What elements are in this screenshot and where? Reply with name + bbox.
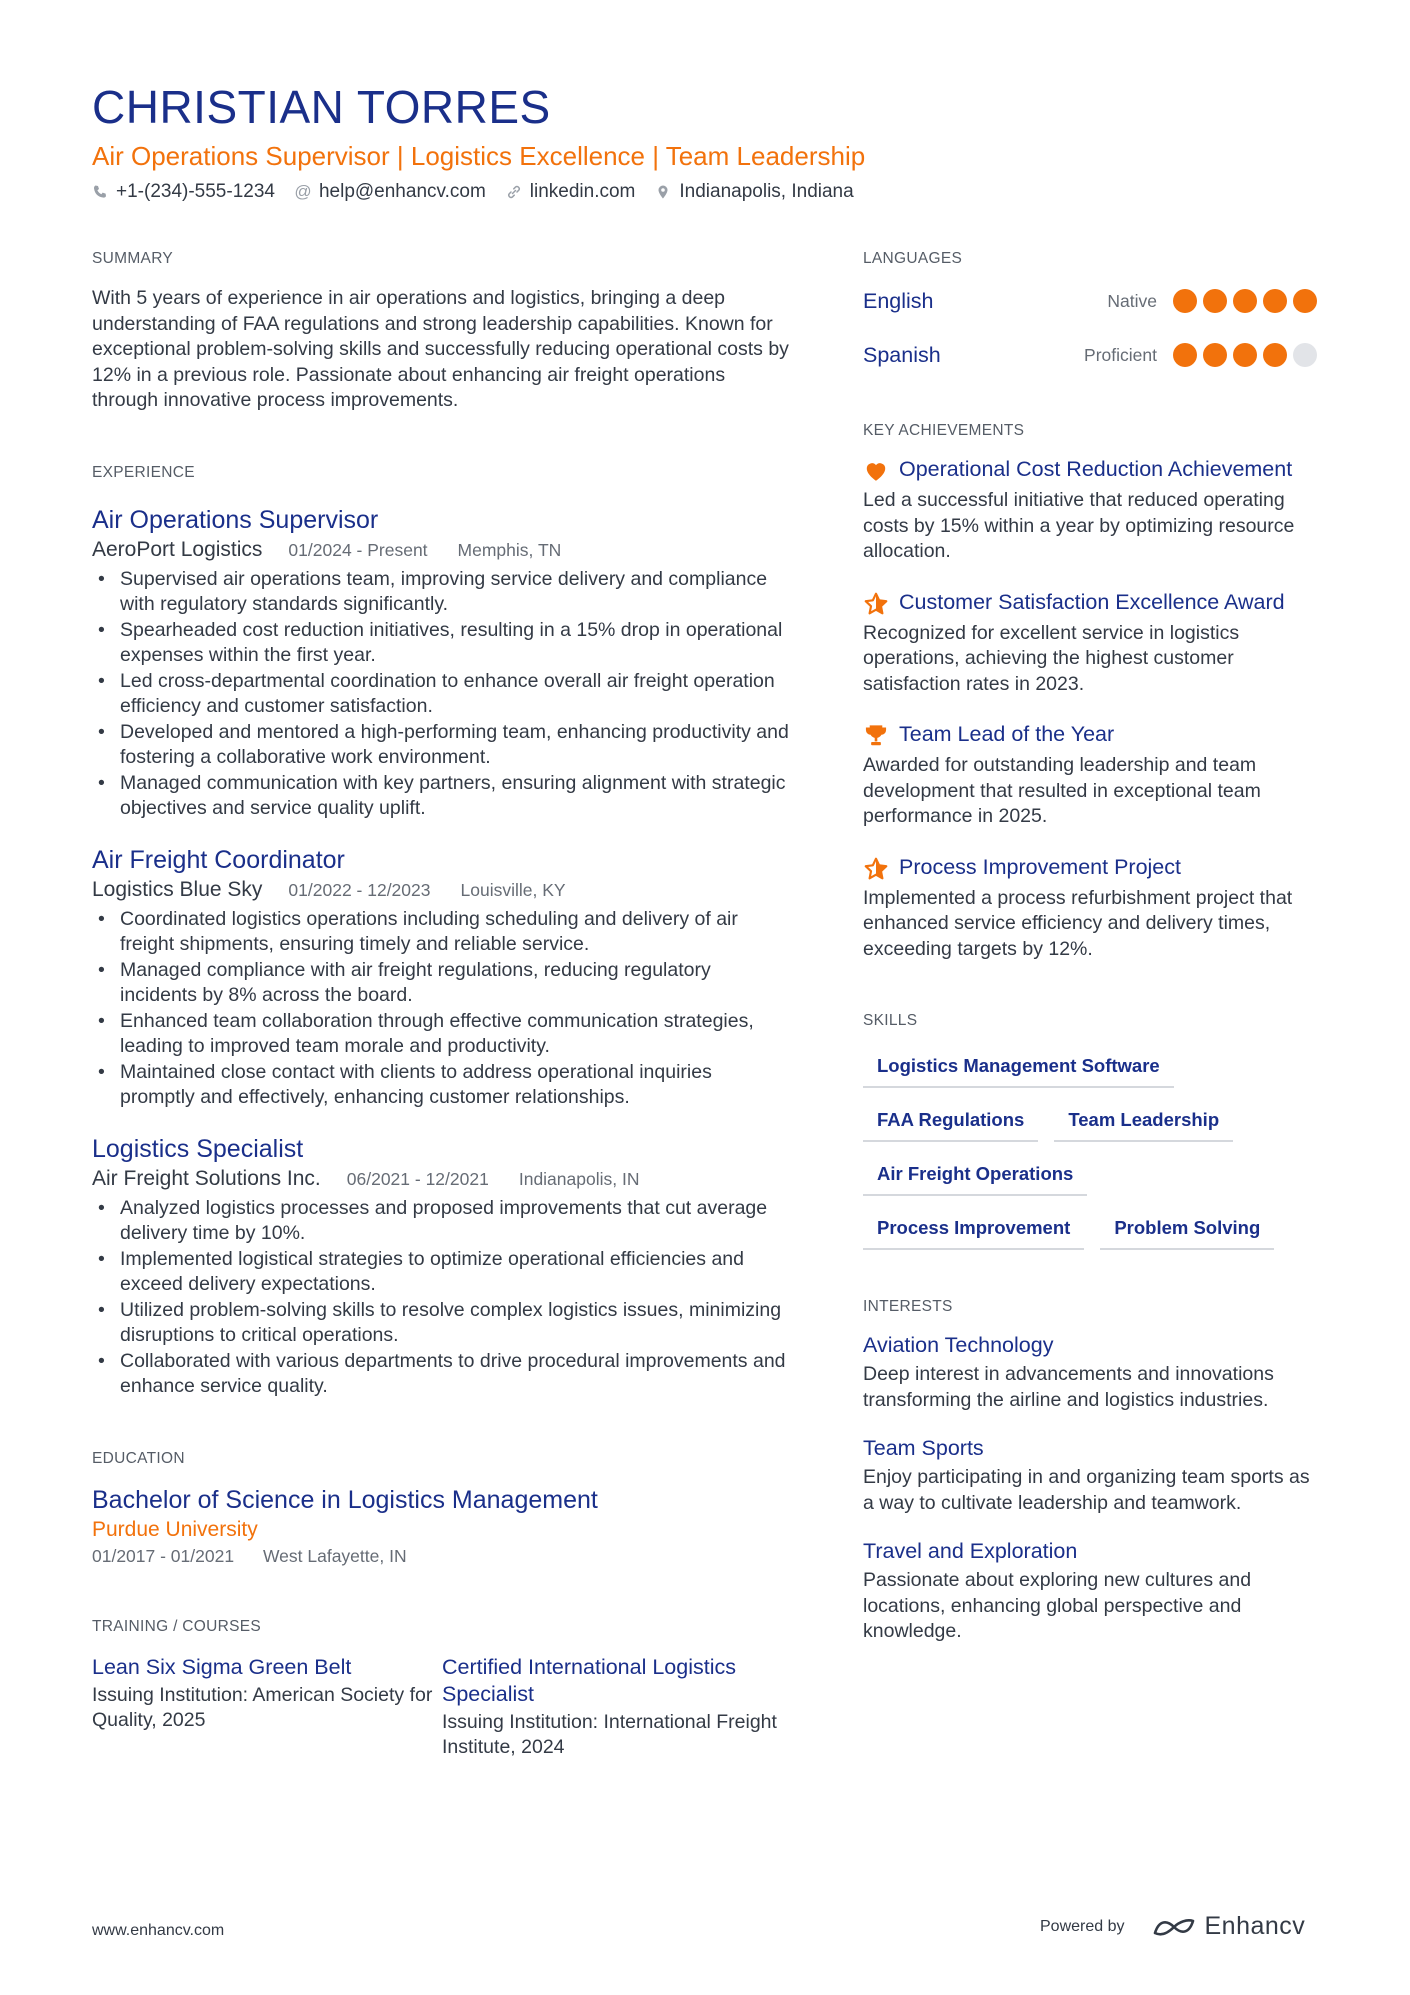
trophy-icon	[863, 723, 889, 749]
interest-item	[863, 1332, 1323, 1413]
job-dates: 01/2024 - Present	[288, 539, 428, 560]
achievement-desc: Led a successful initiative that reduced operating costs by 15% within a year by optimizing resource allocation.	[863, 489, 1295, 562]
skill-tag: Logistics Management Software	[863, 1048, 1174, 1088]
job-bullet: • Collaborated with various departments to drive procedural improvements and enhance service quality.	[92, 1349, 792, 1400]
contact-email[interactable]	[295, 180, 486, 204]
interest-item	[863, 1435, 1323, 1516]
contact-location	[655, 180, 853, 204]
school-name: Purdue University	[92, 1517, 258, 1541]
job-title: Air Freight Coordinator	[92, 845, 345, 874]
headline: Air Operations Supervisor | Logistics Excellence | Team Leadership	[92, 141, 866, 171]
degree-title: Bachelor of Science in Logistics Management	[92, 1485, 598, 1514]
job-bullet: • Managed communication with key partners, ensuring alignment with strategic objectives and service quality uplift.	[92, 771, 792, 822]
location-text: Indianapolis, Indiana	[679, 181, 854, 202]
skill-row	[863, 1156, 1323, 1196]
phone-text: +1-(234)-555-1234	[116, 181, 275, 202]
rating-dot-filled	[1203, 289, 1227, 313]
interests-section	[863, 1298, 1323, 1645]
education-location: West Lafayette, IN	[262, 1545, 407, 1566]
language-name: Spanish	[863, 342, 941, 367]
skill-tag: FAA Regulations	[863, 1102, 1038, 1142]
rating-dot-filled	[1293, 289, 1317, 313]
education-heading: EDUCATION	[92, 1449, 185, 1467]
enhancv-logo[interactable]	[1151, 1912, 1306, 1941]
rating-dot-filled	[1233, 289, 1257, 313]
interest-item	[863, 1538, 1323, 1645]
interests-heading: INTERESTS	[863, 1298, 953, 1315]
job-meta	[92, 1165, 792, 1193]
job-bullet: • Analyzed logistics processes and proposed improvements that cut average delivery time by 10%.	[92, 1196, 792, 1247]
job-title: Logistics Specialist	[92, 1134, 304, 1163]
achievement-title: Operational Cost Reduction Achievement	[899, 457, 1293, 481]
languages-heading: LANGUAGES	[863, 250, 963, 267]
interest-title: Travel and Exploration	[863, 1539, 1078, 1563]
job-bullets	[92, 567, 792, 822]
job-company: Logistics Blue Sky	[92, 877, 263, 901]
contact-phone[interactable]	[92, 180, 275, 204]
achievements-heading: KEY ACHIEVEMENTS	[863, 422, 1025, 439]
summary-heading: SUMMARY	[92, 250, 174, 267]
achievement-desc: Implemented a process refurbishment project that enhanced service efficiency and delivery times, exceeding targets by 12%.	[863, 886, 1293, 960]
job-company: AeroPort Logistics	[92, 537, 263, 561]
language-row	[863, 340, 1323, 370]
contact-bar	[92, 180, 874, 204]
course-item	[92, 1654, 442, 1761]
skills-section	[863, 1012, 1323, 1250]
star-icon	[863, 591, 889, 617]
brand-name: Enhancv	[1204, 1912, 1306, 1940]
experience-section	[92, 464, 792, 1400]
contact-linkedin[interactable]	[506, 180, 636, 204]
rating-dot-filled	[1173, 289, 1197, 313]
skills-list	[863, 1048, 1323, 1250]
achievement-title: Team Lead of the Year	[899, 722, 1115, 746]
job-dates: 06/2021 - 12/2021	[346, 1168, 489, 1189]
rating-dot-filled	[1263, 289, 1287, 313]
job-bullet: • Led cross-departmental coordination to enhance overall air freight operation efficiency and customer satisfaction.	[92, 669, 792, 720]
job-title: Air Operations Supervisor	[92, 505, 379, 534]
skill-row	[863, 1210, 1323, 1250]
course-desc: Issuing Institution: International Freight Institute, 2024	[442, 1710, 777, 1758]
rating-dot-filled	[1203, 343, 1227, 367]
course-list	[92, 1654, 792, 1761]
phone-icon	[92, 184, 108, 200]
job-location: Indianapolis, IN	[518, 1168, 640, 1189]
candidate-name: CHRISTIAN TORRES	[92, 81, 551, 133]
language-row	[863, 286, 1323, 316]
job-bullet: • Implemented logistical strategies to optimize operational efficiencies and exceed delivery expectations.	[92, 1247, 792, 1298]
achievement-item	[863, 854, 1323, 963]
rating-dot-filled	[1173, 343, 1197, 367]
education-meta	[92, 1544, 792, 1568]
skill-tag: Problem Solving	[1100, 1210, 1274, 1250]
rating-dot-filled	[1263, 343, 1287, 367]
languages-section	[863, 250, 1323, 370]
job-dates: 01/2022 - 12/2023	[288, 879, 431, 900]
footer-branding	[1040, 1912, 1305, 1941]
location-pin-icon	[655, 184, 671, 200]
powered-by-label: Powered by	[1040, 1917, 1125, 1935]
job-bullets	[92, 1196, 792, 1400]
achievement-title: Customer Satisfaction Excellence Award	[899, 589, 1285, 614]
job-bullet: • Maintained close contact with clients to address operational inquiries promptly and effectively, enhancing customer relationships.	[92, 1060, 792, 1111]
job-bullet: • Enhanced team collaboration through effective communication strategies, leading to improved team morale and productivity.	[92, 1009, 792, 1060]
job-bullet: • Coordinated logistics operations including scheduling and delivery of air freight shipments, ensuring timely and reliable service.	[92, 907, 792, 958]
right-column	[863, 250, 1323, 1645]
education-section	[92, 1450, 792, 1568]
enhancv-logo-icon	[1151, 1914, 1197, 1940]
skill-tag: Process Improvement	[863, 1210, 1084, 1250]
language-name: English	[863, 288, 934, 313]
job-entry	[92, 504, 792, 822]
email-text: help@enhancv.com	[318, 181, 486, 202]
language-level: Native	[1107, 290, 1157, 311]
summary-text: With 5 years of experience in air operations and logistics, bringing a deep understanding of FAA regulations and strong leadership capabilities. Known for exceptional problem-solving skills and successfully reducing operational costs by 12% in a previous role. Passionate about enhancing air freight operations through innovative process improvements.	[92, 287, 789, 411]
job-location: Memphis, TN	[457, 539, 562, 560]
job-location: Louisville, KY	[460, 879, 566, 900]
achievements-section	[863, 422, 1323, 962]
job-bullet: • Managed compliance with air freight regulations, reducing regulatory incidents by 8% across the board.	[92, 958, 792, 1009]
interest-desc: Deep interest in advancements and innovations transforming the airline and logistics industries.	[863, 1363, 1274, 1411]
link-icon	[506, 184, 522, 200]
skill-tag: Team Leadership	[1054, 1102, 1233, 1142]
skill-row	[863, 1102, 1323, 1142]
achievement-desc: Awarded for outstanding leadership and team development that resulted in exceptional team performance in 2025.	[863, 754, 1261, 827]
course-desc: Issuing Institution: American Society for Quality, 2025	[92, 1683, 433, 1731]
job-company: Air Freight Solutions Inc.	[92, 1166, 321, 1190]
course-item	[442, 1654, 792, 1761]
course-title: Certified International Logistics Specialist	[442, 1654, 736, 1706]
language-rating	[1173, 343, 1323, 367]
left-column	[92, 250, 792, 1761]
job-bullet: • Utilized problem-solving skills to resolve complex logistics issues, minimizing disruptions to critical operations.	[92, 1298, 792, 1349]
achievement-item	[863, 456, 1323, 565]
heart-icon	[863, 458, 889, 484]
job-entry	[92, 1133, 792, 1400]
experience-heading: EXPERIENCE	[92, 463, 195, 481]
summary-section	[92, 250, 792, 414]
job-bullet: • Spearheaded cost reduction initiatives, resulting in a 15% drop in operational expenses within the first year.	[92, 618, 792, 669]
job-meta	[92, 536, 792, 564]
skill-row	[863, 1048, 1323, 1088]
job-bullet: • Supervised air operations team, improving service delivery and compliance with regulatory standards significantly.	[92, 567, 792, 618]
job-meta	[92, 876, 792, 904]
at-icon: @	[294, 182, 312, 201]
linkedin-text: linkedin.com	[529, 181, 636, 202]
footer-website-link[interactable]: www.enhancv.com	[92, 1922, 225, 1939]
training-section	[92, 1618, 792, 1761]
star-icon	[863, 856, 889, 882]
language-rating	[1173, 289, 1323, 313]
interest-title: Team Sports	[863, 1436, 984, 1460]
achievement-desc: Recognized for excellent service in logistics operations, achieving the highest customer satisfaction rates in 2023.	[863, 621, 1240, 695]
job-bullet: • Developed and mentored a high-performing team, enhancing productivity and fostering a collaborative work environment.	[92, 720, 792, 771]
rating-dot-filled	[1233, 343, 1257, 367]
training-heading: TRAINING / COURSES	[92, 1617, 262, 1635]
rating-dot-empty	[1293, 343, 1317, 367]
interest-desc: Passionate about exploring new cultures and locations, enhancing global perspective and knowledge.	[863, 1569, 1252, 1642]
achievement-item	[863, 589, 1323, 698]
education-dates: 01/2017 - 01/2021	[92, 1545, 235, 1566]
skill-tag: Air Freight Operations	[863, 1156, 1087, 1196]
interest-desc: Enjoy participating in and organizing team sports as a way to cultivate leadership and teamwork.	[863, 1466, 1310, 1514]
skills-heading: SKILLS	[863, 1012, 918, 1029]
interest-title: Aviation Technology	[863, 1333, 1054, 1357]
course-title: Lean Six Sigma Green Belt	[92, 1654, 352, 1679]
job-bullets	[92, 907, 792, 1111]
job-entry	[92, 844, 792, 1111]
language-level: Proficient	[1084, 344, 1157, 365]
achievement-item	[863, 721, 1323, 830]
achievement-title: Process Improvement Project	[899, 854, 1181, 879]
